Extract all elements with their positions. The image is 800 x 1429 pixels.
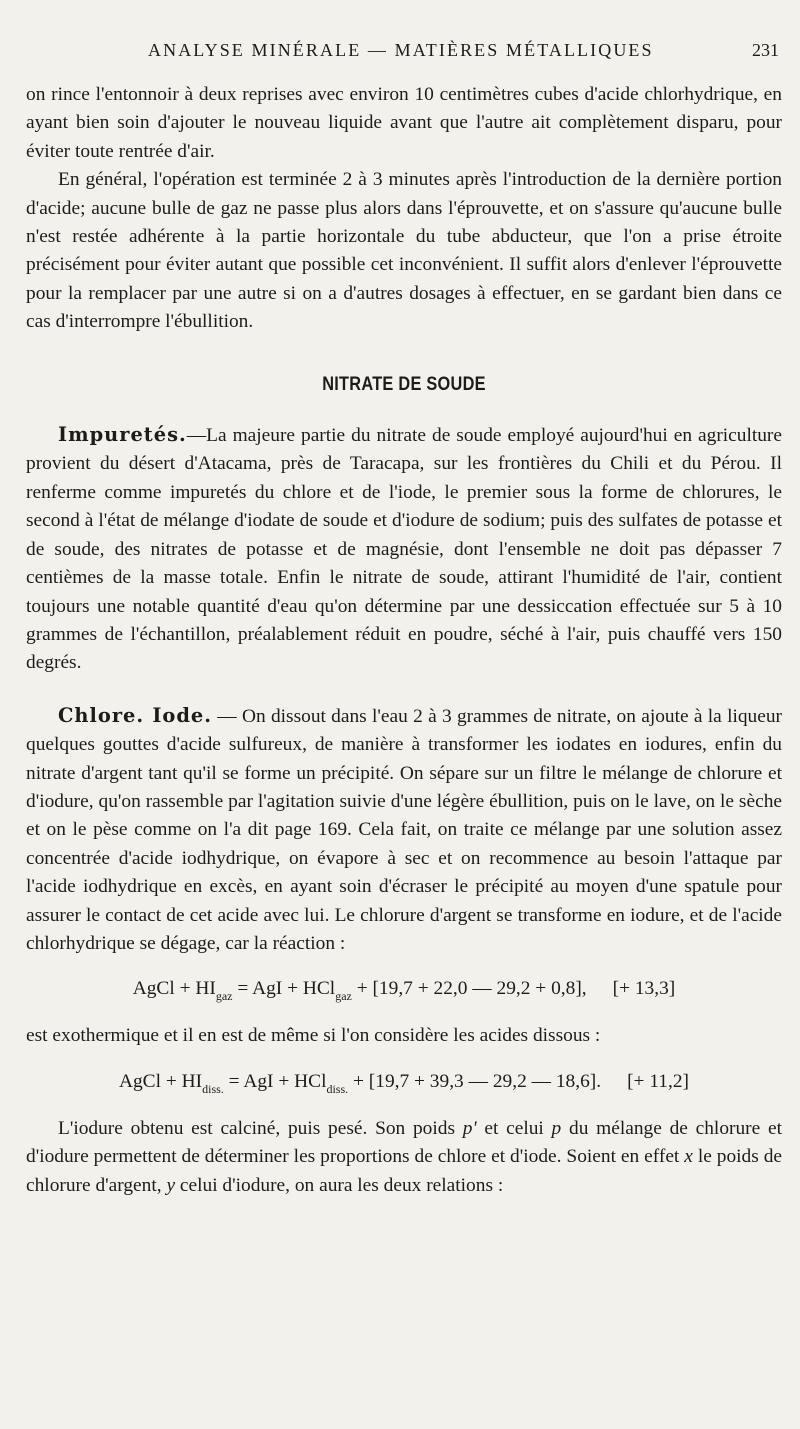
eq2-heat: [+ 11,2]: [627, 1070, 690, 1092]
runin-heading-chlore-iode: Chlore. Iode.: [58, 703, 212, 727]
eq2-sub-diss-2: diss.: [326, 1081, 349, 1096]
eq2-sub-diss-1: diss.: [202, 1081, 224, 1096]
paragraph-chlore-iode: [26, 702, 782, 959]
final-text-4: le poids de chlorure d'argent,: [26, 1146, 783, 1196]
eq2-lhs: AgCl + HI: [118, 1070, 203, 1092]
running-head: [0, 40, 800, 66]
paragraph-exothermique: est exothermique et il en est de même si l'on considère les acides dissous :: [26, 1025, 601, 1047]
impuretes-text: —La majeure partie du nitrate de soude employé aujourd'hui en agriculture provient du désert d'Atacama, près de Taracapa, sur les frontières du Chili et du Pérou. Il renferme comme impuretés du chlore et de l'iode, le premier sous la forme de chlorures, le second à l'état de mélange d'iodate de soude et d'iodure de sodium; puis des sulfates de potasse et de soude, des nitrates de potasse et de magnésie, dont l'ensemble ne doit pas dépasser 7 centièmes de la masse totale. Enfin le nitrate de soude, attirant l'humidité de l'air, contient toujours une notable quantité d'eau qu'on détermine par une dessiccation effectuée sur 5 à 10 grammes de l'échantillon, préalablement réduit en poudre, séché à l'air, puis chauffé vers 150 degrés.: [26, 425, 782, 674]
eq1-heat: [+ 13,3]: [612, 978, 676, 1000]
var-p-prime: p': [462, 1117, 477, 1139]
paragraph-operation-end: En général, l'opération est terminée 2 à 3 minutes après l'introduction de la dernière portion d'acide; aucune bulle de gaz ne passe plus alors dans l'éprouvette, et on s'assure qu'aucune bulle n'est restée adhérente à la partie horizontale du tube abducteur, que l'on a prise étroite précisément pour éviter autant que possible cet inconvénient. Il suffit alors d'enlever l'éprouvette pour la remplacer par une autre si on a d'autres dosages à effectuer, en se gardant bien dans ce cas d'interrompre l'ébullition.: [26, 169, 782, 333]
var-p: p: [551, 1117, 562, 1139]
runin-heading-impuretes: Impuretés.: [58, 423, 187, 447]
eq1-mid: = AgI + HCl: [232, 978, 336, 1000]
final-text-3: du mélange de chlorure et d'iodure permettent de déterminer les proportions de chlore et d'iode. Soient en effet: [26, 1117, 782, 1168]
final-text-5: celui d'iodure, on aura les deux relations :: [175, 1174, 504, 1196]
final-text-2: et celui: [476, 1117, 552, 1139]
eq1-sub-gaz-1: gaz: [215, 989, 233, 1004]
var-x: x: [684, 1146, 693, 1168]
equation-diss: [26, 1067, 782, 1097]
equation-gaz: [26, 974, 782, 1004]
eq2-rhs: + [19,7 + 39,3 — 29,2 — 18,6].: [348, 1070, 602, 1092]
final-text-1: L'iodure obtenu est calciné, puis pesé. Son poids: [58, 1117, 463, 1139]
page-number: 231: [752, 40, 779, 60]
running-title: ANALYSE MINÉRALE — MATIÈRES MÉTALLIQUES: [148, 40, 654, 60]
eq1-rhs: + [19,7 + 22,0 — 29,2 + 0,8],: [351, 978, 587, 1000]
eq1-sub-gaz-2: gaz: [335, 989, 352, 1004]
var-y: y: [166, 1174, 176, 1196]
paragraph-continuation: on rince l'entonnoir à deux reprises avec environ 10 centimètres cubes d'acide chlorhydrique, en ayant bien soin d'ajouter le nouveau liquide avant que l'autre ait complètement disparu, pour éviter toute rentrée d'air.: [26, 84, 782, 162]
paragraph-relations: [26, 1115, 782, 1200]
chlore-iode-text: — On dissout dans l'eau 2 à 3 grammes de nitrate, on ajoute à la liqueur quelques gouttes d'acide sulfureux, de manière à transformer les iodates en iodures, enfin du nitrate d'argent tant qu'il se forme un précipité. On sépare sur un filtre le mélange de chlorure et d'iodure, qu'on rassemble par l'agitation suivie d'une légère ébullition, puis on le lave, on le sèche et on le pèse comme on l'a dit page 169. Cela fait, on traite ce mélange par une solution assez concentrée d'acide iodhydrique, on évapore à sec et on recommence au besoin l'attaque par l'acide iodhydrique en excès, en ayant soin d'écraser le précipité au moyen d'une spatule pour assurer le contact de cet acide avec lui. Le chlorure d'argent se transforme en iodure, et de l'acide chlorhydrique se dégage, car la réaction :: [26, 705, 782, 954]
paragraph-impuretes: [26, 421, 782, 678]
section-title: NITRATE DE SOUDE: [322, 373, 486, 395]
eq2-mid: = AgI + HCl: [223, 1070, 327, 1092]
eq1-lhs: AgCl + HI: [132, 978, 216, 1000]
body-text: [26, 81, 782, 1200]
